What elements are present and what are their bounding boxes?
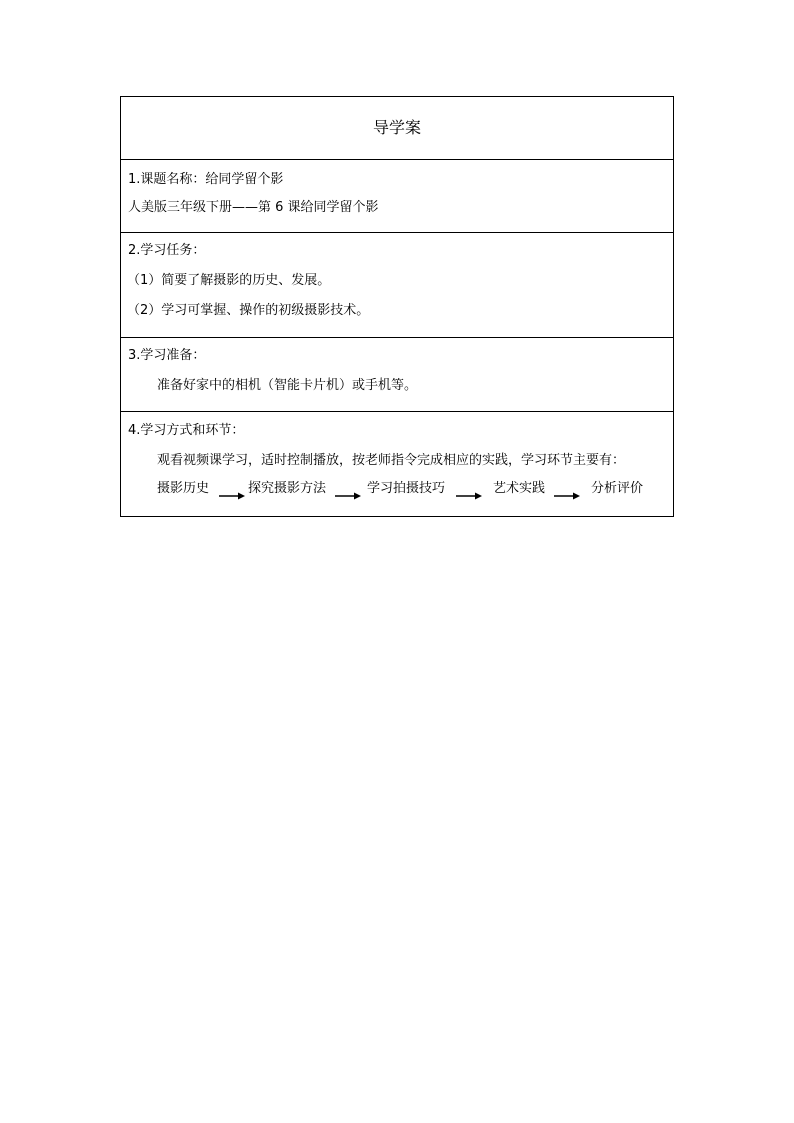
task-item-2: （2）学习可掌握、操作的初级摄影技术。 (127, 303, 370, 318)
right-arrow-icon (335, 492, 361, 502)
title-row (121, 97, 674, 160)
method-section (121, 412, 674, 517)
method-text: 观看视频课学习，适时控制播放，按老师指令完成相应的实践，学习环节主要有： (157, 453, 626, 468)
flow-step-history: 摄影历史 (157, 481, 210, 496)
preparation-section (121, 338, 674, 412)
page-title: 导学案 (372, 117, 421, 137)
topic-section (121, 160, 674, 233)
process-flow (121, 481, 673, 511)
right-arrow-icon (554, 492, 580, 502)
study-guide-table (120, 96, 674, 517)
flow-step-explore-methods: 探究摄影方法 (248, 481, 327, 496)
flow-step-shooting-skills: 学习拍摄技巧 (367, 481, 446, 496)
task-item-1: （1）简要了解摄影的历史、发展。 (127, 273, 331, 288)
preparation-text: 准备好家中的相机（智能卡片机）或手机等。 (157, 378, 418, 393)
flow-step-art-practice: 艺术实践 (493, 481, 546, 496)
topic-subline: 人美版三年级下册——第 6 课给同学留个影 (128, 200, 379, 215)
method-heading: 4.学习方式和环节： (128, 423, 245, 438)
right-arrow-icon (219, 492, 245, 502)
tasks-heading: 2.学习任务： (128, 243, 206, 258)
topic-heading: 1.课题名称：给同学留个影 (128, 172, 284, 187)
right-arrow-icon (456, 492, 482, 502)
tasks-section (121, 233, 674, 338)
preparation-heading: 3.学习准备： (128, 348, 206, 363)
flow-step-analysis-evaluation: 分析评价 (591, 481, 644, 496)
